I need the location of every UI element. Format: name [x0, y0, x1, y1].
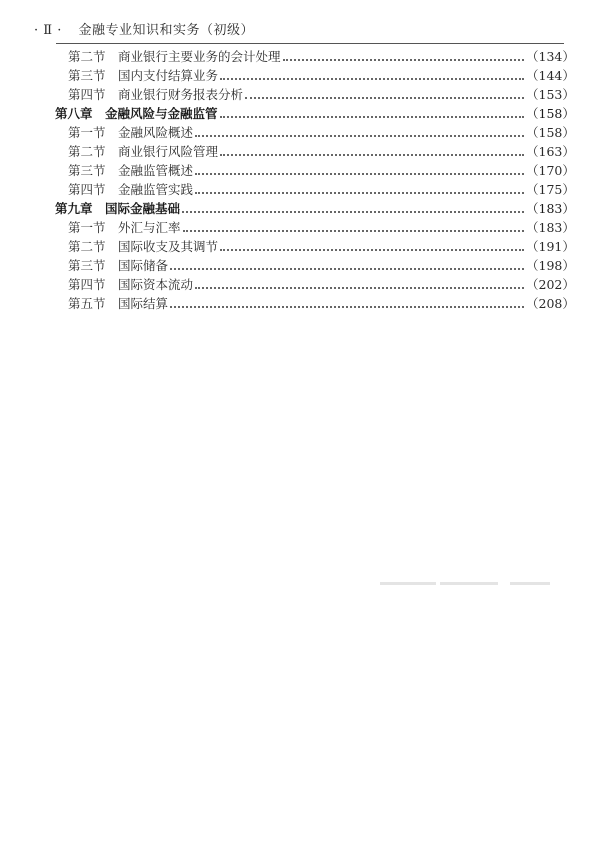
toc-entry[interactable] [0, 123, 616, 142]
toc-entry-number: 第一节 [68, 125, 106, 140]
toc-entry-number: 第四节 [68, 182, 106, 197]
dot-leader [170, 305, 524, 308]
toc-entry-title: 金融监管概述 [118, 163, 194, 178]
table-of-contents [0, 47, 616, 313]
scan-artifact [510, 582, 550, 585]
toc-chapter[interactable] [0, 199, 616, 218]
toc-entry-page: （208） [526, 296, 575, 311]
toc-entry-number: 第三节 [68, 163, 106, 178]
dot-leader [195, 172, 524, 175]
dot-leader [220, 153, 524, 156]
toc-entry-page: （170） [526, 163, 575, 178]
toc-chapter-number: 第九章 [55, 201, 93, 216]
toc-chapter-page: （183） [526, 201, 575, 216]
scan-artifact [440, 582, 498, 585]
scan-artifact [380, 582, 436, 585]
toc-entry-title: 商业银行主要业务的会计处理 [118, 49, 281, 64]
dot-leader [195, 134, 524, 137]
toc-chapter-number: 第八章 [55, 106, 93, 121]
toc-entry-title: 国际资本流动 [118, 277, 194, 292]
toc-entry-number: 第二节 [68, 144, 106, 159]
dot-leader [220, 115, 524, 118]
toc-entry-number: 第二节 [68, 49, 106, 64]
toc-entry-number: 第四节 [68, 277, 106, 292]
toc-chapter-page: （158） [526, 106, 575, 121]
toc-entry-page: （153） [526, 87, 575, 102]
toc-entry-number: 第三节 [68, 68, 106, 83]
toc-entry[interactable] [0, 47, 616, 66]
toc-entry[interactable] [0, 275, 616, 294]
toc-entry[interactable] [0, 142, 616, 161]
toc-entry-title: 国内支付结算业务 [118, 68, 219, 83]
toc-entry[interactable] [0, 294, 616, 313]
toc-entry-title: 国际储备 [118, 258, 169, 273]
page-number: · Ⅱ · [34, 23, 62, 38]
toc-entry[interactable] [0, 218, 616, 237]
toc-entry-number: 第五节 [68, 296, 106, 311]
toc-entry-page: （191） [526, 239, 575, 254]
toc-entry[interactable] [0, 237, 616, 256]
toc-entry-title: 金融风险概述 [118, 125, 194, 140]
toc-entry-number: 第一节 [68, 220, 106, 235]
dot-leader [220, 77, 524, 80]
toc-chapter-title: 金融风险与金融监管 [105, 106, 218, 121]
toc-entry[interactable] [0, 161, 616, 180]
toc-entry-page: （144） [526, 68, 575, 83]
dot-leader [245, 96, 524, 99]
dot-leader [283, 58, 524, 61]
toc-entry[interactable] [0, 180, 616, 199]
book-title: 金融专业知识和实务（初级） [78, 23, 255, 38]
toc-entry-page: （134） [526, 49, 575, 64]
toc-entry[interactable] [0, 66, 616, 85]
toc-chapter[interactable] [0, 104, 616, 123]
toc-entry[interactable] [0, 256, 616, 275]
dot-leader [170, 267, 524, 270]
dot-leader [220, 248, 524, 251]
page-header [34, 20, 582, 42]
toc-entry-title: 国际结算 [118, 296, 169, 311]
toc-entry-number: 第三节 [68, 258, 106, 273]
toc-entry-number: 第四节 [68, 87, 106, 102]
dot-leader [195, 286, 524, 289]
toc-entry-title: 金融监管实践 [118, 182, 194, 197]
toc-chapter-title: 国际金融基础 [105, 201, 181, 216]
toc-entry-page: （198） [526, 258, 575, 273]
toc-entry-page: （163） [526, 144, 575, 159]
toc-entry-title: 商业银行财务报表分析 [118, 87, 244, 102]
toc-entry-title: 国际收支及其调节 [118, 239, 219, 254]
toc-entry-number: 第二节 [68, 239, 106, 254]
dot-leader [195, 191, 524, 194]
dot-leader [182, 210, 524, 213]
toc-entry-page: （175） [526, 182, 575, 197]
toc-entry-page: （183） [526, 220, 575, 235]
toc-entry-page: （158） [526, 125, 575, 140]
toc-entry[interactable] [0, 85, 616, 104]
toc-entry-title: 外汇与汇率 [118, 220, 181, 235]
header-rule [56, 43, 564, 44]
toc-entry-page: （202） [526, 277, 575, 292]
dot-leader [183, 229, 524, 232]
toc-entry-title: 商业银行风险管理 [118, 144, 219, 159]
